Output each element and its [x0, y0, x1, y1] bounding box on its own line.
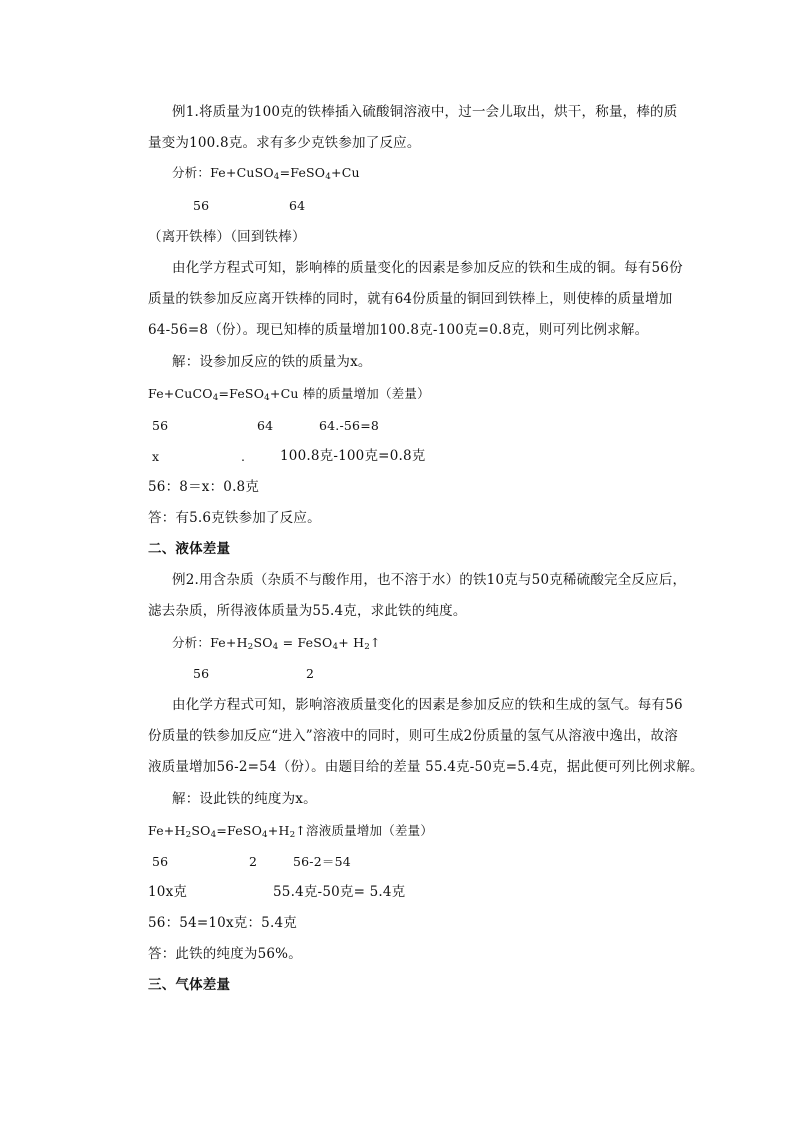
example2-line1: 例2.用含杂质（杂质不与酸作用，也不溶于水）的铁10克与50克稀硫酸完全反应后， [172, 572, 687, 588]
analysis1-mass-cu: 64 [289, 198, 306, 213]
solution2-row2-col1: 10x克 [148, 884, 188, 900]
solution2-row1-col2: 2 [249, 854, 258, 869]
solution1-equation: Fe+CuCO$_4$=FeSO$_4$+Cu 棒的质量增加（差量） [148, 386, 430, 404]
section2-heading: 二、液体差量 [148, 541, 231, 557]
solution1-setup: 解：设参加反应的铁的质量为x。 [172, 354, 372, 370]
solution1-proportion: 56：8＝x：0.8克 [148, 479, 260, 495]
explanation1-line1: 由化学方程式可知，影响棒的质量变化的因素是参加反应的铁和生成的铜。每有56份 [172, 260, 683, 276]
solution2-row1-col3: 56-2＝54 [293, 854, 351, 869]
solution2-row2-col3: 55.4克-50克= 5.4克 [273, 884, 406, 900]
analysis2-mass-fe: 56 [193, 666, 210, 681]
solution2-row1-col1: 56 [152, 854, 169, 869]
solution1-row2-dot: . [241, 449, 246, 464]
explanation1-line3: 64-56=8（份）。现已知棒的质量增加100.8克-100克=0.8克，则可列比例求解。 [148, 322, 649, 338]
explanation2-line3: 液质量增加56-2=54（份）。由题目给的差量 55.4克-50克=5.4克，据此便可列比例求解。 [148, 759, 704, 775]
solution1-answer: 答：有5.6克铁参加了反应。 [148, 510, 321, 526]
analysis2-mass-h2: 2 [306, 666, 315, 681]
solution1-row1-col3: 64.-56=8 [319, 418, 380, 433]
solution1-row2-col3: 100.8克-100克=0.8克 [280, 448, 426, 464]
solution2-answer: 答：此铁的纯度为56%。 [148, 946, 302, 962]
explanation1-line2: 质量的铁参加反应离开铁棒的同时，就有64份质量的铜回到铁棒上，则使棒的质量增加 [148, 291, 673, 307]
solution1-row2-col1: x [152, 449, 160, 464]
section3-heading: 三、气体差量 [148, 977, 231, 993]
solution2-setup: 解：设此铁的纯度为x。 [172, 791, 317, 807]
analysis2-formula: 分析：$Fe+H_2SO_4$ = FeSO$_4$+ $H_2↑$ [172, 635, 381, 653]
solution2-equation: $Fe+H_2SO_4=FeSO_4+H_2↑$溶液质量增加（差量） [148, 823, 434, 841]
example1-line2: 量变为100.8克。求有多少克铁参加了反应。 [148, 135, 421, 151]
explanation2-line1: 由化学方程式可知，影响溶液质量变化的因素是参加反应的铁和生成的氢气。每有56 [172, 697, 683, 713]
solution1-row1-col1: 56 [152, 418, 169, 433]
example1-line1: 例1.将质量为100克的铁棒插入硫酸铜溶液中，过一会儿取出，烘干，称量，棒的质 [172, 104, 678, 120]
analysis1-mass-fe: 56 [193, 198, 210, 213]
solution2-proportion: 56：54=10x克：5.4克 [148, 915, 297, 931]
solution1-row1-col2: 64 [257, 418, 274, 433]
analysis-label: 分析： [172, 165, 211, 180]
analysis1-note: （离开铁棒）（回到铁棒） [148, 229, 306, 245]
example2-line2: 滤去杂质，所得液体质量为55.4克，求此铁的纯度。 [148, 603, 467, 619]
analysis1-formula: 分析：Fe+CuSO$_4$=FeSO$_4$+Cu [172, 165, 360, 183]
explanation2-line2: 份质量的铁参加反应“进入”溶液中的同时，则可生成2份质量的氢气从溶液中逸出，故溶 [148, 728, 678, 744]
